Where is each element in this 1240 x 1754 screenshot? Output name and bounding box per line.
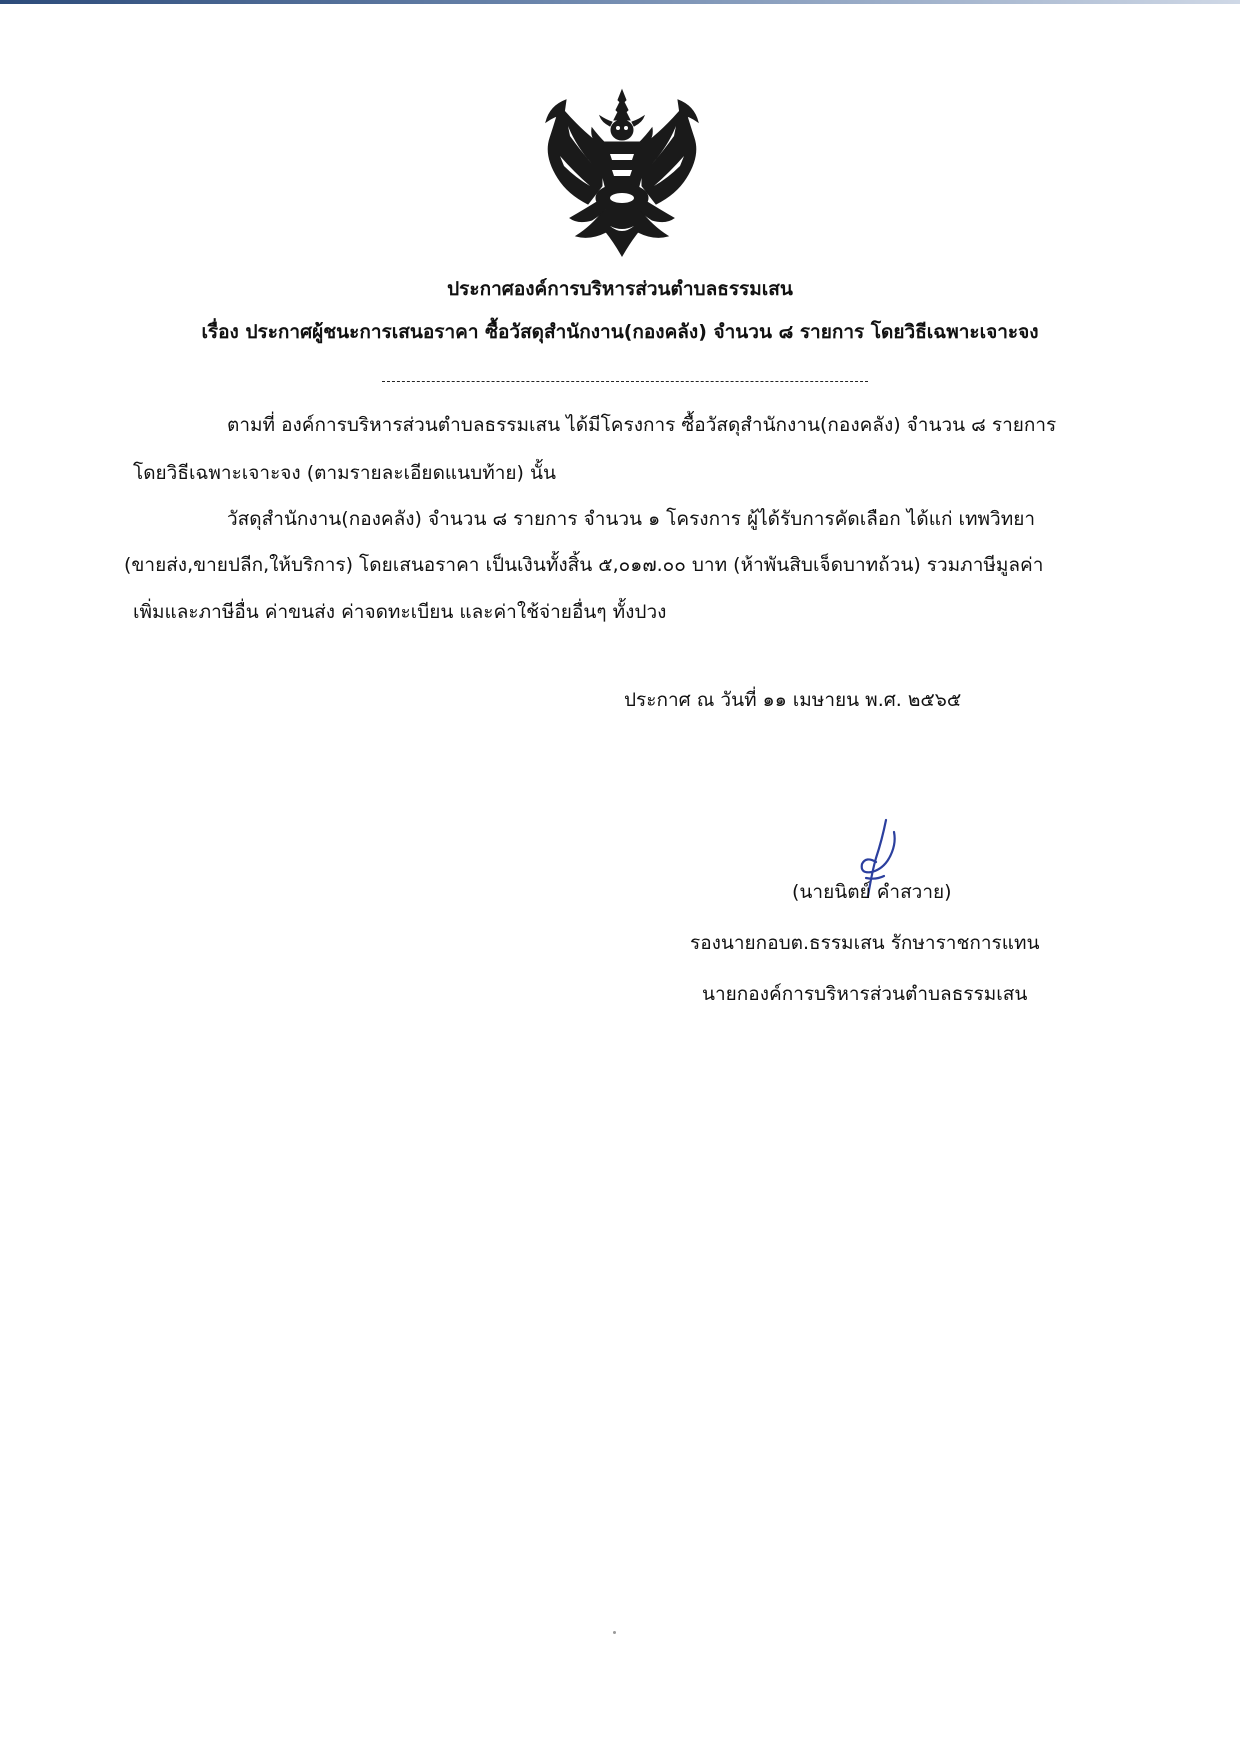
paragraph-1-line-2: โดยวิธีเฉพาะเจาะจง (ตามรายละเอียดแนบท้าย) นั้น — [133, 462, 556, 484]
title-divider — [382, 381, 868, 382]
document-title: ประกาศองค์การบริหารส่วนตำบลธรรมเสน — [447, 278, 793, 300]
paragraph-2-line-3: เพิ่มและภาษีอื่น ค่าขนส่ง ค่าจดทะเบียน และค่าใช้จ่ายอื่นๆ ทั้งปวง — [133, 601, 667, 623]
paragraph-1-line-1: ตามที่ องค์การบริหารส่วนตำบลธรรมเสน ได้มีโครงการ ซื้อวัสดุสำนักงาน(กองคลัง) จำนวน ๘ รายการ — [227, 414, 1057, 436]
signatory-position-line-2: นายกองค์การบริหารส่วนตำบลธรรมเสน — [702, 983, 1028, 1005]
document-subject: เรื่อง ประกาศผู้ชนะการเสนอราคา ซื้อวัสดุสำนักงาน(กองคลัง) จำนวน ๘ รายการ โดยวิธีเฉพาะเจาะจง — [201, 321, 1039, 343]
paragraph-2-line-1: วัสดุสำนักงาน(กองคลัง) จำนวน ๘ รายการ จำนวน ๑ โครงการ ผู้ได้รับการคัดเลือก ได้แก่ เทพวิทยา — [227, 508, 1036, 530]
garuda-emblem-icon — [540, 86, 704, 262]
scan-speck — [613, 1631, 616, 1634]
announcement-date: ประกาศ ณ วันที่ ๑๑ เมษายน พ.ศ. ๒๕๖๕ — [624, 689, 962, 711]
signatory-name: (นายนิตย์ คำสวาย) — [792, 881, 952, 903]
scan-edge — [0, 0, 1240, 4]
paragraph-2-line-2: (ขายส่ง,ขายปลีก,ให้บริการ) โดยเสนอราคา เป็นเงินทั้งสิ้น ๕,๐๑๗.๐๐ บาท (ห้าพันสิบเจ็ดบาทถ้วน) รวมภาษีมูลค่า — [124, 554, 1044, 576]
signatory-position-line-1: รองนายกอบต.ธรรมเสน รักษาราชการแทน — [690, 932, 1040, 954]
